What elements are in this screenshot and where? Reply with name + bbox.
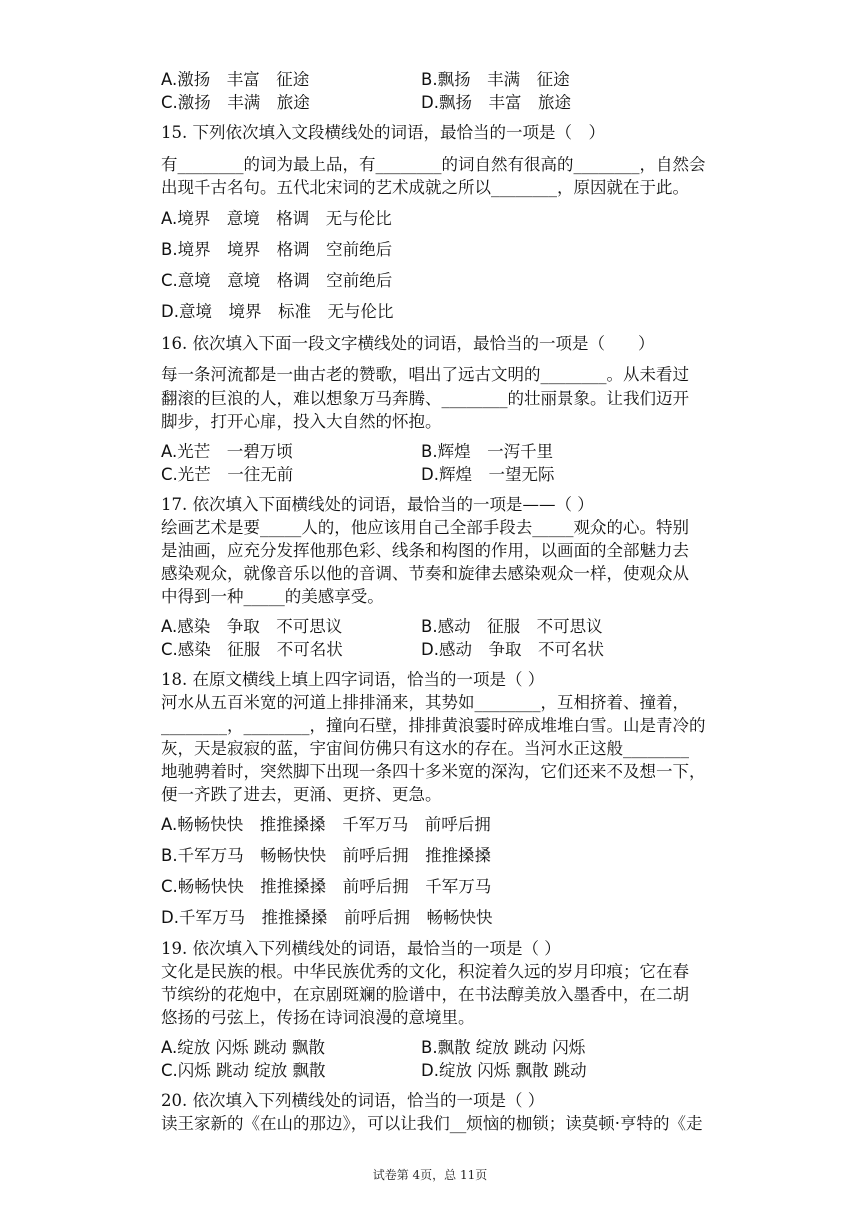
q17-option-c[interactable]: C.感染 征服 不可名状 bbox=[161, 640, 343, 659]
q16-passage-line: 脚步，打开心扉，投入大自然的怀抱。 bbox=[161, 412, 442, 431]
q16-stem: 16. 依次填入下面一段文字横线处的词语，最恰当的一项是（ ） bbox=[161, 334, 655, 353]
q18-passage-line: ________，________，撞向石壁，排排黄浪霎时碎成堆堆白雪。山是青冷的 bbox=[161, 716, 706, 735]
q16-option-b[interactable]: B.辉煌 一泻千里 bbox=[421, 442, 554, 461]
q15-option-a[interactable]: A.境界 意境 格调 无与伦比 bbox=[161, 209, 392, 228]
q15-stem: 15. 下列依次填入文段横线处的词语，最恰当的一项是（ ） bbox=[161, 123, 605, 142]
q17-option-b[interactable]: B.感动 征服 不可思议 bbox=[421, 617, 603, 636]
q18-passage-line: 灰，天是寂寂的蓝，宇宙间仿佛只有这水的存在。当河水正这般________ bbox=[161, 739, 689, 758]
q18-option-c[interactable]: C.畅畅快快 推推搡搡 前呼后拥 千军万马 bbox=[161, 877, 492, 896]
q14-option-c[interactable]: C.激扬 丰满 旅途 bbox=[161, 93, 310, 112]
q17-passage-line: 中得到一种_____的美感享受。 bbox=[161, 587, 384, 606]
q16-passage-line: 每一条河流都是一曲古老的赞歌，唱出了远古文明的________。从未看过 bbox=[161, 365, 689, 384]
q20-stem: 20. 依次填入下列横线处的词语，恰当的一项是（ ） bbox=[161, 1091, 545, 1110]
q16-passage-line: 翻滚的巨浪的人，难以想象万马奔腾、________的壮丽景象。让我们迈开 bbox=[161, 389, 689, 408]
q17-option-a[interactable]: A.感染 争取 不可思议 bbox=[161, 617, 343, 636]
page-footer: 试卷第 4页，总 11页 bbox=[372, 1168, 488, 1182]
q19-option-a[interactable]: A.绽放 闪烁 跳动 飘散 bbox=[161, 1038, 325, 1057]
q19-stem: 19. 依次填入下列横线处的词语，最恰当的一项是（ ） bbox=[161, 939, 561, 958]
q16-option-a[interactable]: A.光芒 一碧万顷 bbox=[161, 442, 293, 461]
q19-passage-line: 节缤纷的花炮中，在京剧斑斓的脸谱中，在书法醇美放入墨香中，在二胡 bbox=[161, 985, 689, 1004]
q18-option-b[interactable]: B.千军万马 畅畅快快 前呼后拥 推推搡搡 bbox=[161, 846, 492, 865]
q16-option-c[interactable]: C.光芒 一往无前 bbox=[161, 465, 294, 484]
q18-passage-line: 便一齐跌了进去，更涌、更挤、更急。 bbox=[161, 785, 442, 804]
q18-passage-line: 河水从五百米宽的河道上排排涌来，其势如________，互相挤着、撞着， bbox=[161, 693, 689, 712]
q15-option-c[interactable]: C.意境 意境 格调 空前绝后 bbox=[161, 271, 393, 290]
q17-passage-line: 绘画艺术是要_____人的，他应该用自己全部手段去_____观众的心。特别 bbox=[161, 518, 689, 537]
q17-option-d[interactable]: D.感动 争取 不可名状 bbox=[421, 640, 604, 659]
q15-passage-line: 出现千古名句。五代北宋词的艺术成就之所以________，原因就在于此。 bbox=[161, 178, 689, 197]
q16-option-d[interactable]: D.辉煌 一望无际 bbox=[421, 465, 555, 484]
q20-passage-line: 读王家新的《在山的那边》，可以让我们__烦恼的枷锁；读莫顿·亨特的《走 bbox=[161, 1114, 703, 1133]
q18-option-d[interactable]: D.千军万马 推推搡搡 前呼后拥 畅畅快快 bbox=[161, 908, 493, 927]
q18-stem: 18. 在原文横线上填上四字词语，恰当的一项是（ ） bbox=[161, 670, 545, 689]
q19-option-d[interactable]: D.绽放 闪烁 飘散 跳动 bbox=[421, 1061, 587, 1080]
q18-option-a[interactable]: A.畅畅快快 推推搡搡 千军万马 前呼后拥 bbox=[161, 815, 491, 834]
q17-passage-line: 是油画，应充分发挥他那色彩、线条和构图的作用，以画面的全部魅力去 bbox=[161, 541, 689, 560]
q19-option-b[interactable]: B.飘散 绽放 跳动 闪烁 bbox=[421, 1038, 586, 1057]
q17-stem: 17. 依次填入下面横线处的词语，最恰当的一项是——（ ） bbox=[161, 495, 594, 514]
q19-option-c[interactable]: C.闪烁 跳动 绽放 飘散 bbox=[161, 1061, 326, 1080]
q18-passage-line: 地驰骋着时，突然脚下出现一条四十多米宽的深沟，它们还来不及想一下， bbox=[161, 762, 706, 781]
q15-option-b[interactable]: B.境界 境界 格调 空前绝后 bbox=[161, 240, 393, 259]
q14-option-a[interactable]: A.激扬 丰富 征途 bbox=[161, 70, 310, 89]
q15-passage-line: 有________的词为最上品，有________的词自然有很高的________，自然会 bbox=[161, 155, 706, 174]
q14-option-b[interactable]: B.飘扬 丰满 征途 bbox=[421, 70, 570, 89]
q19-passage-line: 文化是民族的根。中华民族优秀的文化，积淀着久远的岁月印痕；它在春 bbox=[161, 962, 689, 981]
q17-passage-line: 感染观众，就像音乐以他的音调、节奏和旋律去感染观众一样，使观众从 bbox=[161, 564, 689, 583]
q15-option-d[interactable]: D.意境 境界 标准 无与伦比 bbox=[161, 302, 394, 321]
q14-option-d[interactable]: D.飘扬 丰富 旅途 bbox=[421, 93, 571, 112]
q19-passage-line: 悠扬的弓弦上，传扬在诗词浪漫的意境里。 bbox=[161, 1008, 475, 1027]
